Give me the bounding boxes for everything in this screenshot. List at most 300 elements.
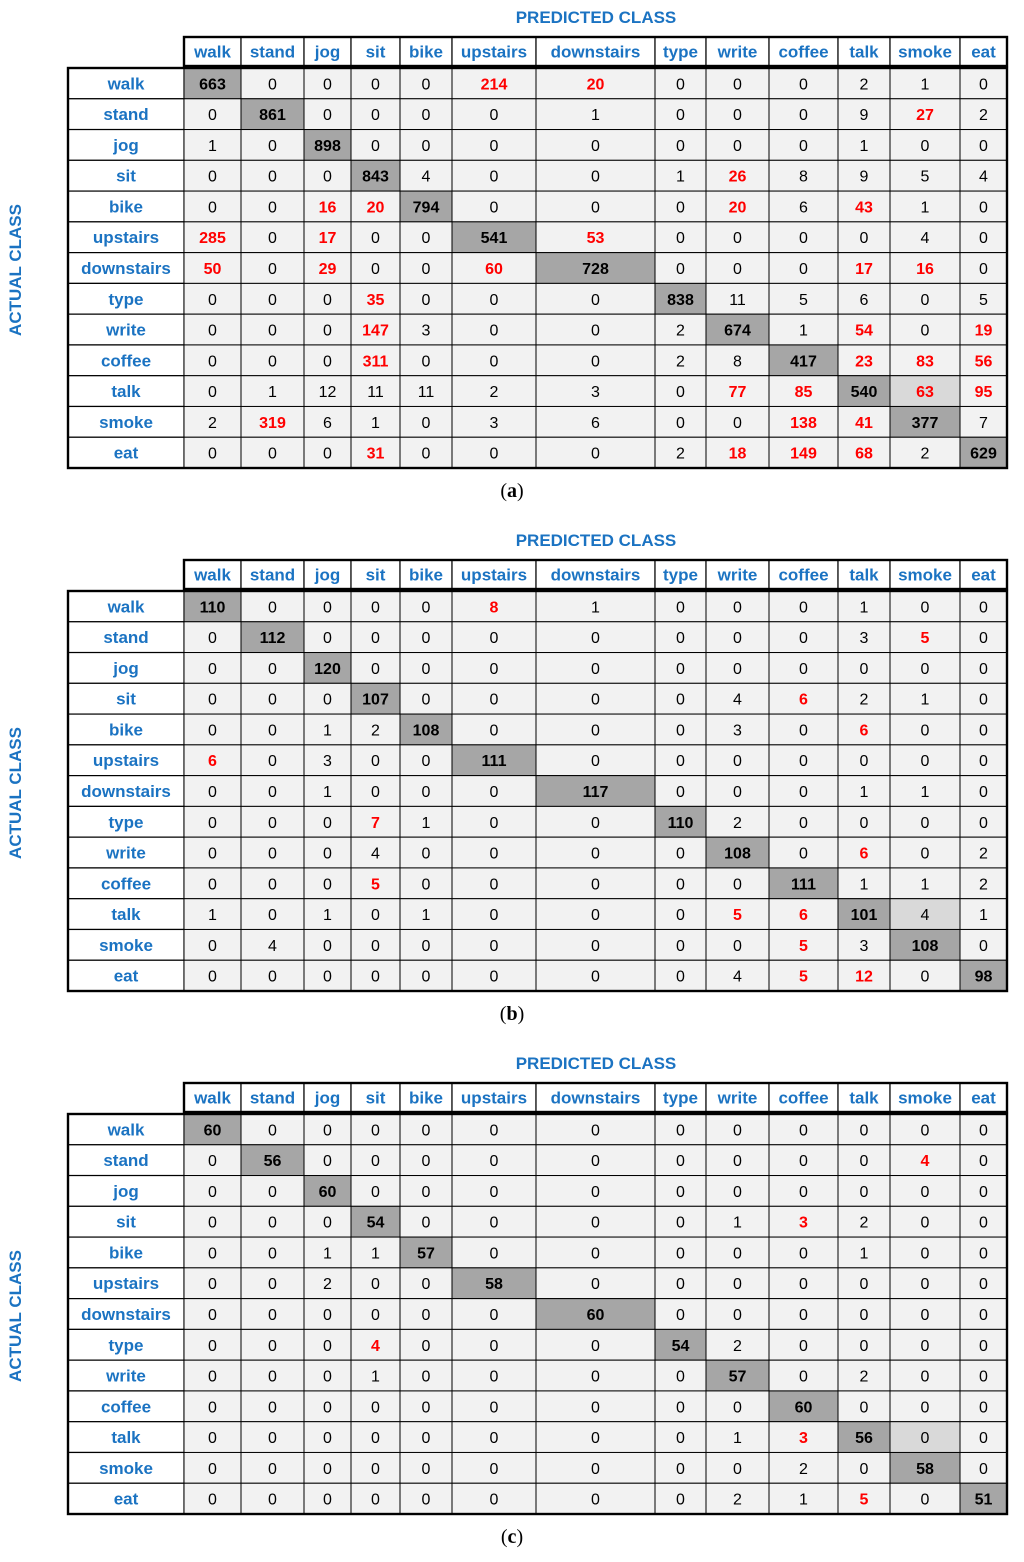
diagonal-value: 674: [724, 322, 751, 340]
cell-value: 1: [920, 691, 930, 709]
actual-class-title: ACTUAL CLASS: [6, 204, 25, 336]
cell-value: 0: [591, 1276, 600, 1294]
cell-value: 0: [979, 722, 988, 740]
cell-value: 0: [268, 845, 277, 863]
cell-value: 0: [591, 1214, 600, 1232]
cell-value: 12: [855, 968, 873, 986]
cell-value: 0: [591, 1368, 600, 1386]
cell-value: 0: [268, 353, 277, 371]
col-header-upstairs: upstairs: [460, 565, 528, 585]
cell-value: 0: [676, 1214, 685, 1232]
cell-value: 16: [916, 261, 934, 279]
cell-value: 0: [733, 1307, 742, 1325]
cell-value: 0: [421, 1276, 431, 1294]
cell-value: 0: [979, 691, 988, 709]
cell-value: 0: [733, 1399, 742, 1417]
cell-value: 5: [920, 630, 930, 648]
cell-value: 0: [733, 230, 742, 248]
cell-value: 0: [676, 722, 685, 740]
cell-value: 1: [323, 907, 332, 925]
diagonal-value: 794: [412, 199, 440, 217]
cell-value: 0: [208, 630, 217, 648]
cell-value: 8: [733, 353, 742, 371]
cell-value: 4: [268, 937, 277, 955]
cell-value: 0: [859, 660, 869, 678]
cell-value: 0: [979, 1430, 988, 1448]
cell-value: 0: [489, 1122, 499, 1140]
cell-value: 0: [208, 322, 217, 340]
cell-value: 0: [208, 384, 217, 402]
cell-value: 0: [489, 784, 499, 802]
cell-value: 0: [371, 968, 380, 986]
cell-value: 0: [676, 876, 685, 894]
diagonal-value: 861: [259, 107, 286, 125]
diagonal-value: 663: [199, 76, 226, 94]
cell-value: 1: [799, 322, 808, 340]
col-header-upstairs: upstairs: [460, 42, 528, 62]
cell-value: 0: [859, 230, 869, 248]
cell-value: 2: [979, 107, 988, 125]
cell-value: 4: [371, 1337, 380, 1355]
cell-value: 0: [799, 76, 808, 94]
cell-value: 1: [421, 907, 431, 925]
row-header-walk: walk: [107, 597, 145, 617]
cell-value: 0: [421, 1153, 431, 1171]
cell-value: 0: [859, 1307, 869, 1325]
row-header-talk: talk: [111, 1428, 141, 1448]
cell-value: 0: [733, 414, 742, 432]
cell-value: 6: [208, 753, 217, 771]
cell-value: 0: [799, 722, 808, 740]
cell-value: 0: [208, 968, 217, 986]
cell-value: 0: [920, 1183, 930, 1201]
cell-value: 0: [268, 660, 277, 678]
cell-value: 0: [591, 1491, 600, 1509]
cell-value: 0: [979, 137, 988, 155]
cell-value: 0: [676, 907, 685, 925]
cell-value: 0: [979, 76, 988, 94]
cell-value: 0: [591, 137, 600, 155]
cell-value: 0: [421, 1183, 431, 1201]
row-header-downstairs: downstairs: [81, 782, 171, 802]
cell-value: 0: [920, 1245, 930, 1263]
cell-value: 0: [733, 876, 742, 894]
cell-value: 1: [591, 107, 600, 125]
cell-value: 0: [421, 414, 431, 432]
diagonal-value: 56: [855, 1430, 873, 1448]
cell-value: 0: [371, 1430, 380, 1448]
predicted-class-title: PREDICTED CLASS: [515, 1054, 677, 1073]
cell-value: 0: [371, 599, 380, 617]
cell-value: 0: [799, 107, 808, 125]
caption-c: (c): [500, 1526, 524, 1548]
cell-value: 54: [855, 322, 873, 340]
row-header-stand: stand: [103, 1151, 149, 1171]
cell-value: 3: [799, 1430, 808, 1448]
cell-value: 3: [859, 937, 869, 955]
cell-value: 0: [799, 1276, 808, 1294]
diagonal-value: 117: [582, 784, 609, 802]
cell-value: 0: [323, 876, 332, 894]
cell-value: 0: [268, 137, 277, 155]
cell-value: 0: [591, 353, 600, 371]
cell-value: 0: [371, 1460, 380, 1478]
cell-value: 19: [974, 322, 993, 340]
cell-value: 0: [920, 1214, 930, 1232]
cell-value: 0: [733, 599, 742, 617]
col-header-jog: jog: [314, 565, 341, 585]
col-header-type: type: [663, 42, 698, 62]
cell-value: 0: [323, 322, 332, 340]
cell-value: 0: [421, 1337, 431, 1355]
cell-value: 0: [268, 261, 277, 279]
diagonal-value: 98: [974, 968, 993, 986]
cell-value: 0: [268, 230, 277, 248]
cell-value: 0: [920, 1430, 930, 1448]
cell-value: 0: [268, 1276, 277, 1294]
cell-value: 1: [371, 1245, 380, 1263]
cell-value: 0: [268, 691, 277, 709]
cell-value: 0: [920, 722, 930, 740]
row-header-downstairs: downstairs: [81, 1305, 171, 1325]
cell-value: 0: [268, 722, 277, 740]
cell-value: 6: [859, 845, 869, 863]
cell-value: 0: [591, 1430, 600, 1448]
cell-value: 16: [318, 199, 337, 217]
row-header-upstairs: upstairs: [92, 1274, 160, 1294]
diagonal-value: 377: [911, 414, 939, 432]
col-header-jog: jog: [314, 42, 341, 62]
cell-value: 5: [799, 291, 808, 309]
cell-value: 0: [371, 230, 380, 248]
cell-value: 0: [979, 1153, 988, 1171]
cell-value: 0: [489, 1183, 499, 1201]
col-header-sit: sit: [365, 1088, 386, 1108]
diagonal-value: 60: [203, 1122, 222, 1140]
cell-value: 1: [859, 784, 869, 802]
cell-value: 2: [859, 691, 869, 709]
cell-value: 5: [371, 876, 380, 894]
cell-value: 0: [208, 1214, 217, 1232]
cell-value: 0: [371, 907, 380, 925]
cell-value: 0: [208, 1245, 217, 1263]
cell-value: 0: [489, 691, 499, 709]
cell-value: 0: [799, 137, 808, 155]
diagonal-value: 110: [667, 814, 694, 832]
cell-value: 5: [733, 907, 742, 925]
cell-value: 0: [979, 753, 988, 771]
cell-value: 0: [371, 1399, 380, 1417]
cell-value: 0: [859, 814, 869, 832]
cell-value: 0: [489, 199, 499, 217]
cell-value: 7: [371, 814, 380, 832]
cell-value: 0: [371, 1122, 380, 1140]
cell-value: 1: [859, 876, 869, 894]
cell-value: 0: [676, 1430, 685, 1448]
cell-value: 0: [268, 814, 277, 832]
col-header-walk: walk: [194, 42, 231, 62]
row-header-coffee: coffee: [100, 874, 152, 894]
cell-value: 18: [728, 445, 747, 463]
cell-value: 1: [859, 1245, 869, 1263]
col-header-smoke: smoke: [898, 42, 952, 62]
cell-value: 0: [489, 322, 499, 340]
col-header-bike: bike: [408, 565, 444, 585]
diagonal-value: 540: [850, 384, 878, 402]
cell-value: 0: [799, 630, 808, 648]
cell-value: 3: [421, 322, 431, 340]
cell-value: 138: [790, 414, 817, 432]
cell-value: 0: [859, 1337, 869, 1355]
cell-value: 0: [733, 630, 742, 648]
cell-value: 4: [920, 1153, 930, 1171]
diagonal-value: 728: [582, 261, 609, 279]
cell-value: 0: [323, 937, 332, 955]
cell-value: 0: [208, 876, 217, 894]
cell-value: 0: [268, 1214, 277, 1232]
cell-value: 2: [859, 1368, 869, 1386]
cell-value: 0: [591, 722, 600, 740]
cell-value: 0: [920, 1337, 930, 1355]
cell-value: 0: [979, 630, 988, 648]
cell-value: 95: [974, 384, 993, 402]
row-header-upstairs: upstairs: [92, 228, 160, 248]
cell-value: 11: [729, 291, 746, 309]
cell-value: 0: [323, 691, 332, 709]
col-header-downstairs: downstairs: [550, 1088, 641, 1108]
cell-value: 0: [268, 1430, 277, 1448]
cell-value: 0: [323, 845, 332, 863]
cell-value: 0: [371, 1491, 380, 1509]
cell-value: 0: [799, 784, 808, 802]
cell-value: 1: [208, 137, 217, 155]
cell-value: 4: [733, 968, 742, 986]
cell-value: 0: [421, 937, 431, 955]
cell-value: 60: [485, 261, 503, 279]
cell-value: 0: [859, 753, 869, 771]
cell-value: 0: [733, 1183, 742, 1201]
cell-value: 0: [371, 660, 380, 678]
cell-value: 0: [799, 845, 808, 863]
cell-value: 0: [208, 107, 217, 125]
cell-value: 0: [421, 1307, 431, 1325]
cell-value: 2: [979, 876, 988, 894]
cell-value: 0: [268, 445, 277, 463]
cell-value: 0: [979, 784, 988, 802]
row-header-write: write: [106, 1366, 146, 1386]
cell-value: 2: [733, 814, 742, 832]
cell-value: 0: [323, 1460, 332, 1478]
cell-value: 0: [799, 753, 808, 771]
cell-value: 1: [733, 1214, 742, 1232]
cell-value: 0: [421, 1399, 431, 1417]
cell-value: 0: [489, 845, 499, 863]
cell-value: 0: [591, 660, 600, 678]
cell-value: 0: [733, 784, 742, 802]
diagonal-value: 60: [318, 1183, 337, 1201]
cell-value: 17: [855, 261, 873, 279]
cell-value: 0: [208, 660, 217, 678]
diagonal-value: 843: [362, 168, 389, 186]
cell-value: 0: [676, 599, 685, 617]
row-header-stand: stand: [103, 628, 149, 648]
cell-value: 0: [676, 845, 685, 863]
col-header-write: write: [717, 42, 758, 62]
diagonal-value: 417: [790, 353, 817, 371]
caption-b: (b): [499, 1003, 525, 1025]
cell-value: 0: [268, 907, 277, 925]
cell-value: 8: [799, 168, 808, 186]
cell-value: 0: [733, 107, 742, 125]
cell-value: 0: [799, 1337, 808, 1355]
cell-value: 0: [799, 660, 808, 678]
cell-value: 0: [268, 1399, 277, 1417]
cell-value: 0: [208, 1399, 217, 1417]
cell-value: 0: [421, 137, 431, 155]
cell-value: 11: [367, 384, 384, 402]
cell-value: 1: [799, 1491, 808, 1509]
cell-value: 0: [920, 137, 930, 155]
cell-value: 0: [323, 968, 332, 986]
cell-value: 0: [799, 1307, 808, 1325]
cell-value: 0: [489, 1399, 499, 1417]
diagonal-value: 54: [671, 1337, 690, 1355]
cell-value: 0: [676, 660, 685, 678]
cell-value: 4: [421, 168, 431, 186]
cell-value: 0: [799, 1153, 808, 1171]
cell-value: 0: [421, 261, 431, 279]
cell-value: 0: [859, 1399, 869, 1417]
row-header-smoke: smoke: [99, 1458, 153, 1478]
col-header-coffee: coffee: [778, 565, 829, 585]
diagonal-value: 60: [794, 1399, 813, 1417]
cell-value: 0: [591, 814, 600, 832]
cell-value: 0: [676, 230, 685, 248]
cell-value: 0: [979, 1307, 988, 1325]
cell-value: 0: [591, 322, 600, 340]
cell-value: 149: [790, 445, 817, 463]
cell-value: 0: [268, 1460, 277, 1478]
cell-value: 0: [323, 1214, 332, 1232]
cell-value: 0: [920, 1491, 930, 1509]
cell-value: 6: [859, 291, 869, 309]
cell-value: 0: [421, 1214, 431, 1232]
row-header-bike: bike: [108, 197, 144, 217]
col-header-smoke: smoke: [898, 1088, 952, 1108]
cell-value: 0: [799, 1368, 808, 1386]
col-header-type: type: [663, 565, 698, 585]
cell-value: 0: [979, 1245, 988, 1263]
cell-value: 0: [979, 1214, 988, 1232]
cell-value: 0: [591, 1337, 600, 1355]
cell-value: 0: [920, 291, 930, 309]
cell-value: 0: [591, 907, 600, 925]
cell-value: 6: [591, 414, 600, 432]
cell-value: 17: [318, 230, 337, 248]
row-header-sit: sit: [116, 166, 136, 186]
row-header-write: write: [106, 320, 146, 340]
cell-value: 0: [421, 353, 431, 371]
cell-value: 0: [421, 1460, 431, 1478]
row-header-downstairs: downstairs: [81, 259, 171, 279]
col-header-eat: eat: [971, 565, 996, 585]
cell-value: 0: [208, 1430, 217, 1448]
col-header-coffee: coffee: [778, 42, 829, 62]
cell-value: 0: [268, 1183, 277, 1201]
cell-value: 0: [859, 1153, 869, 1171]
cell-value: 0: [489, 814, 499, 832]
row-header-type: type: [108, 289, 144, 309]
cell-value: 0: [799, 1245, 808, 1263]
cell-value: 0: [979, 1399, 988, 1417]
cell-value: 4: [733, 691, 742, 709]
cell-value: 0: [591, 1122, 600, 1140]
cell-value: 0: [859, 1183, 869, 1201]
col-header-talk: talk: [849, 565, 879, 585]
cell-value: 53: [586, 230, 605, 248]
cell-value: 0: [676, 199, 685, 217]
cell-value: 0: [733, 1153, 742, 1171]
col-header-downstairs: downstairs: [550, 565, 641, 585]
confusion-matrix-b: [0, 523, 1024, 1003]
cell-value: 0: [591, 168, 600, 186]
cell-value: 0: [591, 937, 600, 955]
cell-value: 0: [920, 753, 930, 771]
col-header-type: type: [663, 1088, 698, 1108]
cell-value: 0: [208, 199, 217, 217]
cell-value: 3: [591, 384, 600, 402]
cell-value: 0: [591, 1183, 600, 1201]
diagonal-value: 58: [485, 1276, 503, 1294]
cell-value: 1: [920, 199, 930, 217]
cell-value: 0: [268, 1337, 277, 1355]
cell-value: 0: [371, 1153, 380, 1171]
row-header-type: type: [108, 1335, 144, 1355]
diagonal-value: 108: [724, 845, 751, 863]
cell-value: 214: [480, 76, 508, 94]
cell-value: 0: [979, 599, 988, 617]
diagonal-value: 51: [974, 1491, 993, 1509]
cell-value: 83: [916, 353, 934, 371]
cell-value: 1: [979, 907, 988, 925]
cell-value: 0: [208, 291, 217, 309]
diagonal-value: 58: [916, 1460, 934, 1478]
cell-value: 1: [371, 414, 380, 432]
cell-value: 0: [489, 1491, 499, 1509]
cell-value: 0: [591, 1399, 600, 1417]
cell-value: 0: [799, 230, 808, 248]
cell-value: 0: [421, 1368, 431, 1386]
cell-value: 0: [421, 630, 431, 648]
cell-value: 68: [855, 445, 873, 463]
cell-value: 2: [489, 384, 499, 402]
cell-value: 29: [318, 261, 337, 279]
cell-value: 0: [268, 784, 277, 802]
cell-value: 50: [203, 261, 222, 279]
cell-value: 0: [591, 753, 600, 771]
row-header-write: write: [106, 843, 146, 863]
cell-value: 0: [489, 168, 499, 186]
cell-value: 0: [676, 76, 685, 94]
row-header-bike: bike: [108, 1243, 144, 1263]
cell-value: 0: [421, 968, 431, 986]
cell-value: 0: [920, 1368, 930, 1386]
col-header-eat: eat: [971, 42, 996, 62]
cell-value: 0: [371, 76, 380, 94]
cell-value: 0: [371, 261, 380, 279]
cell-value: 0: [489, 1460, 499, 1478]
cell-value: 0: [421, 1430, 431, 1448]
